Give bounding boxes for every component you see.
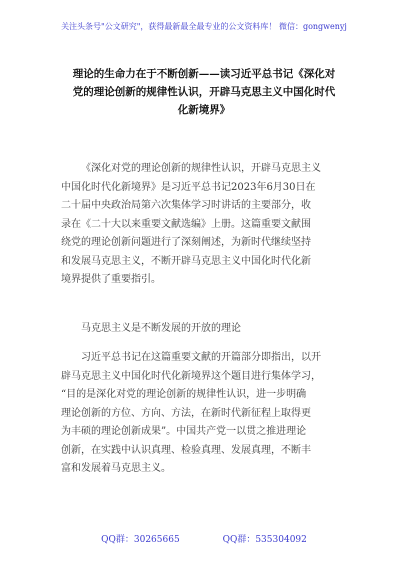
paragraph-line: 中国化时代化新境界》是习近平总书记2023年6月30日在 [61, 181, 316, 193]
paragraph-line: 绕党的理论创新问题进行了深刻阐述，为新时代继续坚持 [61, 237, 311, 248]
paragraph-line: 境界提供了重要指引。 [61, 274, 161, 285]
header-promo-note: 关注头条号"公文研究"，获得最新最全最专业的公文资料库！ 微信：gongwenyj [61, 22, 347, 31]
paragraph-line: 录在《二十大以来重要文献选编》上册。这篇重要文献围 [61, 218, 311, 230]
title-line-3: 化新境界》 [177, 104, 231, 116]
paragraph-line: 《深化对党的理论创新的规律性认识，开辟马克思主义 [81, 163, 321, 174]
paragraph-line: 二十届中央政治局第六次集体学习时讲话的主要部分，收 [61, 200, 311, 211]
paragraph-line: 为丰硕的理论创新成果”。中国共产党一以贯之推进理论 [61, 426, 307, 437]
footer-qq-group-2: QQ群：535304092 [222, 535, 307, 545]
footer-contact [0, 533, 408, 547]
section-heading: 马克思主义是不断发展的开放的理论 [81, 323, 241, 334]
title-line-2: 党的理论创新的规律性认识，开辟马克思主义中国化时代 [72, 86, 336, 98]
document-title [54, 65, 354, 119]
title-line-1: 理论的生命力在于不断创新——读习近平总书记《深化对 [72, 68, 336, 80]
paragraph-intro [61, 160, 351, 290]
paragraph-line: 辟马克思主义中国化时代化新境界这个题目进行集体学习， [61, 370, 321, 382]
paragraph-line: 理论创新的方位、方向、方法，在新时代新征程上取得更 [61, 407, 311, 419]
paragraph-line: 习近平总书记在这篇重要文献的开篇部分即指出，以开 [81, 352, 321, 363]
paragraph-line: 富和发展着马克思主义。 [61, 463, 171, 474]
paragraph-body [61, 349, 351, 479]
paragraph-line: 和发展马克思主义，不断开辟马克思主义中国化时代化新 [61, 255, 311, 267]
paragraph-line: “目的是深化对党的理论创新的规律性认识，进一步明确 [61, 389, 307, 400]
paragraph-line: 创新，在实践中认识真理、检验真理、发展真理，不断丰 [61, 444, 311, 456]
footer-qq-group-1: QQ群：30265665 [101, 535, 180, 545]
